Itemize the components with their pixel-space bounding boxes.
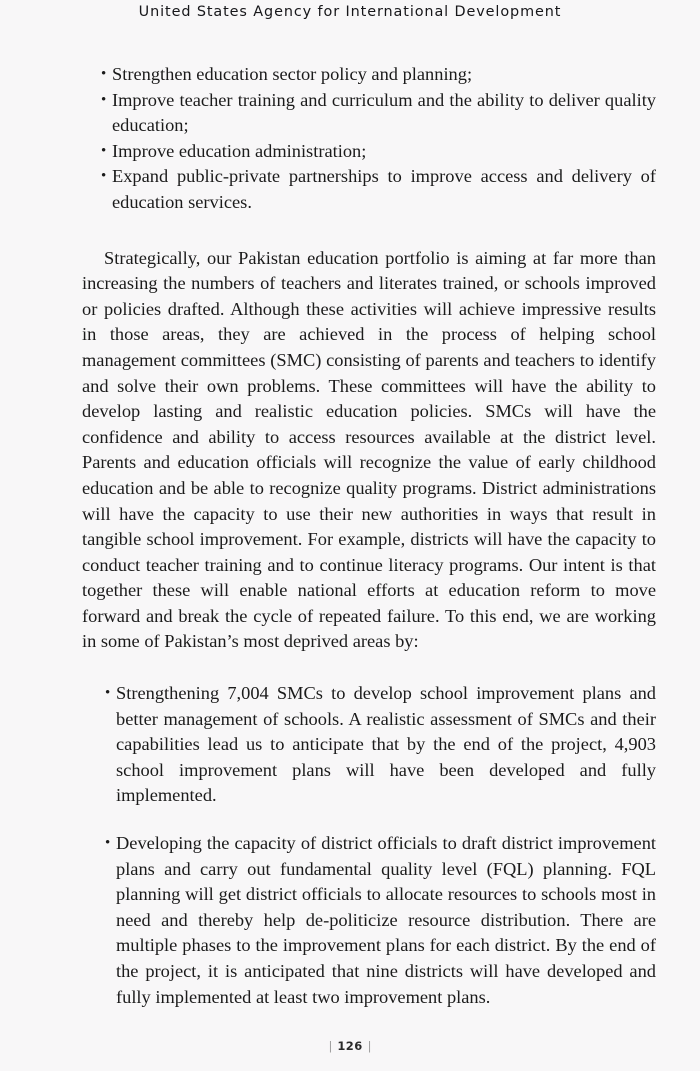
folio-left-rule: | xyxy=(328,1039,333,1053)
areas-bullet-list xyxy=(86,681,656,1010)
page-number: 126 xyxy=(337,1039,363,1053)
folio-right-rule: | xyxy=(367,1039,372,1053)
spacer xyxy=(82,655,656,681)
page-footer xyxy=(0,1039,700,1053)
list-item: • Strengthening 7,004 SMCs to develop school improvement plans and better management of schools. A realistic assessment of SMCs and their capabilities lead us to anticipate that by the end of the project, 4,903 school improvement plans will have been developed and fully implemented. xyxy=(86,681,656,809)
objectives-bullet-list xyxy=(82,62,656,216)
text-column xyxy=(82,62,656,1010)
list-item: • Developing the capacity of district officials to draft district improvement plans and carry out fundamental quality level (FQL) planning. FQL planning will get district officials to allocate resources to schools most in need and thereby help de-politicize resource distribution. There are multiple phases to the improvement plans for each district. By the end of the project, it is anticipated that nine districts will have developed and fully implemented at least two improvement plans. xyxy=(86,831,656,1010)
list-item: • Strengthen education sector policy and planning; xyxy=(82,62,656,88)
list-item: • Improve education administration; xyxy=(82,139,656,165)
list-item: • Expand public-private partnerships to improve access and delivery of education services. xyxy=(82,164,656,215)
spacer xyxy=(82,216,656,246)
running-header-title: United States Agency for International Development xyxy=(138,4,562,20)
strategy-paragraph: Strategically, our Pakistan education portfolio is aiming at far more than increasing the numbers of teachers and literates trained, or schools improved or policies drafted. Although these activities will achieve impressive results in those areas, they are achieved in the process of helping school management committees (SMC) consisting of parents and teachers to identify and solve their own problems. These committees will have the ability to develop lasting and realistic education policies. SMCs will have the confidence and ability to access resources available at the district level. Parents and education officials will recognize the value of early childhood education and be able to recognize quality programs. District administrations will have the capacity to use their new authorities in ways that result in tangible school improvement. For example, districts will have the capacity to conduct teacher training and to continue literacy programs. Our intent is that together these will enable national efforts at education reform to move forward and break the cycle of repeated failure. To this end, we are working in some of Pakistan’s most deprived areas by: xyxy=(82,247,656,652)
list-item: • Improve teacher training and curriculum and the ability to deliver quality education; xyxy=(82,88,656,139)
